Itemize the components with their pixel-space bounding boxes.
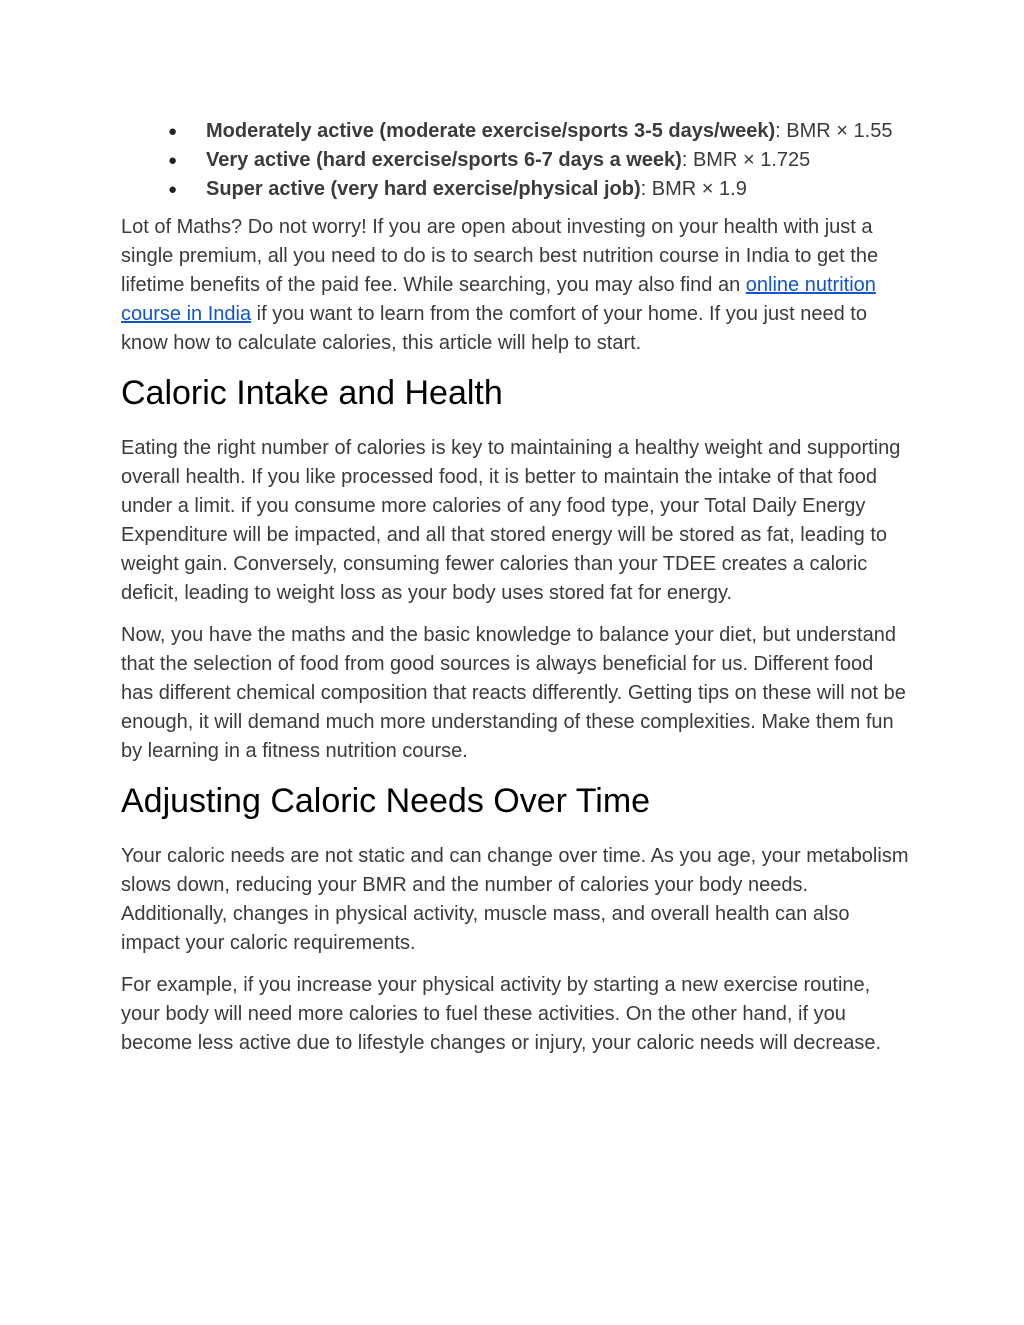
- list-item: [121, 175, 911, 204]
- activity-level-list: [121, 117, 911, 204]
- section-heading-adjusting-needs: Adjusting Caloric Needs Over Time: [121, 782, 651, 820]
- bullet-icon: ●: [168, 181, 178, 198]
- activity-label: Moderately active (moderate exercise/sports 3-5 days/week): [206, 120, 776, 142]
- activity-multiplier: BMR × 1.55: [780, 120, 893, 142]
- intro-paragraph: [121, 213, 911, 358]
- list-item: [121, 146, 911, 175]
- activity-separator: :: [681, 149, 688, 171]
- paragraph: Eating the right number of calories is key to maintaining a healthy weight and supporting overall health. If you like processed food, it is better to maintain the intake of that food under a limit. if you consume more calories of any food type, your Total Daily Energy Expenditure will be impacted, and all that stored energy will be stored as fat, leading to weight gain. Conversely, consuming fewer calories than your TDEE creates a caloric deficit, leading to weight loss as your body uses stored fat for energy.: [121, 437, 901, 604]
- section-heading-caloric-intake: Caloric Intake and Health: [121, 374, 503, 412]
- paragraph: Now, you have the maths and the basic knowledge to balance your diet, but understand that the selection of food from good sources is always beneficial for us. Different food has different chemical composition that reacts differently. Getting tips on these will not be enough, it will demand much more understanding of these complexities. Make them fun by learning in a fitness nutrition course.: [121, 624, 906, 762]
- online-nutrition-course-link[interactable]: online nutrition course in India: [121, 274, 876, 325]
- paragraph: Your caloric needs are not static and can change over time. As you age, your metabolism slows down, reducing your BMR and the number of calories your body needs. Additionally, changes in physical activity, muscle mass, and overall health can also impact your caloric requirements.: [121, 845, 909, 954]
- paragraph: For example, if you increase your physical activity by starting a new exercise routine, your body will need more calories to fuel these activities. On the other hand, if you become less active due to lifestyle changes or injury, your caloric needs will decrease.: [121, 974, 881, 1054]
- bullet-icon: ●: [168, 152, 178, 169]
- list-item: [121, 117, 911, 146]
- intro-text-before-link: Lot of Maths? Do not worry! If you are open about investing on your health with just a single premium, all you need to do is to search best nutrition course in India to get the lifetime benefits of the paid fee. While searching, you may also find an: [121, 216, 879, 296]
- document-page: [121, 117, 911, 1071]
- activity-multiplier: BMR × 1.9: [646, 178, 747, 200]
- activity-label: Super active (very hard exercise/physical job): [206, 178, 641, 200]
- activity-separator: :: [775, 120, 781, 142]
- activity-multiplier: BMR × 1.725: [687, 149, 811, 171]
- activity-label: Very active (hard exercise/sports 6-7 days a week): [206, 149, 682, 171]
- bullet-icon: ●: [168, 123, 178, 140]
- activity-separator: :: [640, 178, 647, 200]
- intro-text-after-link: if you want to learn from the comfort of your home. If you just need to know how to calculate calories, this article will help to start.: [121, 303, 867, 354]
